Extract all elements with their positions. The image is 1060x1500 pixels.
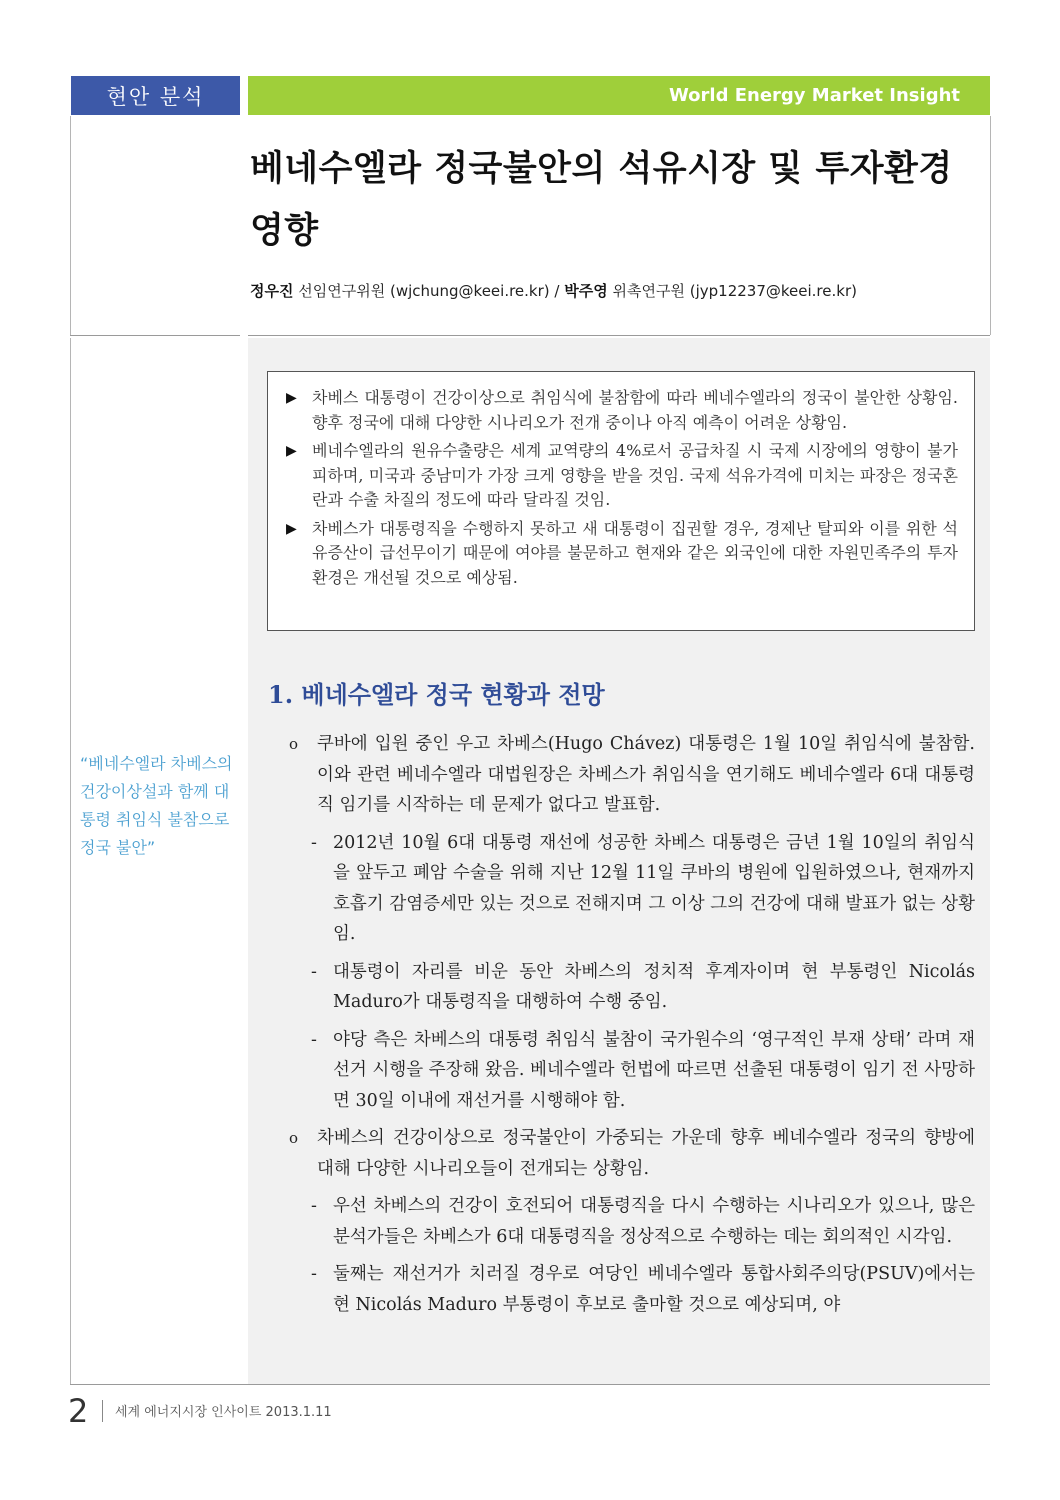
dash-bullet-icon: - [311, 832, 317, 853]
bullet-text: 쿠바에 입원 중인 우고 차베스(Hugo Chávez) 대통령은 1월 10일 취임식에 불참함. 이와 관련 베네수엘라 대법원장은 차베스가 취임식을 연기해도 베네수엘라 6대 대통령직 임기를 시작하는 데 문제가 없다고 발표함. [317, 734, 975, 815]
triangle-right-icon: ▶ [286, 520, 297, 537]
dash-bullet-icon: - [311, 1029, 317, 1050]
dash-bullet-icon: - [311, 961, 317, 982]
section-tab: 현안 분석 [71, 76, 240, 115]
dash-bullet-icon: - [311, 1264, 317, 1284]
summary-item [286, 439, 958, 513]
summary-item [286, 386, 958, 435]
bullet-paragraph [287, 1123, 975, 1184]
author1-name: 정우진 [250, 282, 294, 300]
sub-paragraph [287, 1191, 975, 1252]
footer-divider [102, 1400, 103, 1422]
left-column-divider-top [70, 116, 71, 335]
footer-publication: 세계 에너지시장 인사이트 2013.1.11 [115, 1405, 332, 1420]
author2-role: 위촉연구원 (jyp12237@keei.re.kr) [612, 282, 857, 300]
title-block-bottom-rule-right [248, 335, 990, 336]
section-heading: 1. 베네수엘라 정국 현황과 전망 [268, 680, 605, 709]
sub-text: 2012년 10월 6대 대통령 재선에 성공한 차베스 대통령은 금년 1월 10일의 취임식을 앞두고 폐암 수술을 위해 지난 12월 11일 쿠바의 병원에 입원하였으나, 현재까지 호흡기 감염증세만 있는 것으로 전해지며 그 이상 그의 건강에 대해 발표가 없는 상황임. [333, 832, 975, 944]
page-number: 2 [68, 1392, 89, 1430]
circle-bullet-icon: o [289, 735, 299, 753]
summary-text: 차베스 대통령이 건강이상으로 취임식에 불참함에 따라 베네수엘라의 정국이 불안한 상황임. 향후 정국에 대해 다양한 시나리오가 전개 중이나 아직 예측이 어려운 상황임. [312, 388, 958, 432]
summary-text: 베네수엘라의 원유수출량은 세계 교역량의 4%로서 공급차질 시 국제 시장에의 영향이 불가피하며, 미국과 중남미가 가장 크게 영향을 받을 것임. 국제 석유가격에 미치는 파장은 정국혼란과 수출 차질의 정도에 따라 달라질 것임. [312, 441, 958, 509]
title-block-bottom-rule [70, 335, 240, 336]
triangle-right-icon: ▶ [286, 443, 297, 459]
triangle-right-icon: ▶ [286, 390, 297, 406]
bullet-paragraph [287, 729, 975, 821]
journal-name-bar: World Energy Market Insight [248, 76, 990, 115]
article-body [287, 729, 975, 1327]
bullet-text: 차베스의 건강이상으로 정국불안이 가중되는 가운데 향후 베네수엘라 정국의 향방에 대해 다양한 시나리오들이 전개되는 상황임. [317, 1128, 975, 1179]
sub-text: 대통령이 자리를 비운 동안 차베스의 정치적 후계자이며 현 부통령인 Nicolás Maduro가 대통령직을 대행하여 수행 중임. [333, 961, 975, 1012]
summary-text: 차베스가 대통령직을 수행하지 못하고 새 대통령이 집권할 경우, 경제난 탈피와 이를 위한 석유증산이 급선무이기 때문에 여야를 불문하고 현재와 같은 외국인에 대한 자원민족주의 투자환경은 개선될 것으로 예상됨. [312, 518, 958, 587]
summary-item [286, 517, 958, 591]
sub-paragraph [287, 1259, 975, 1320]
author2-name: 박주영 [564, 282, 608, 300]
sub-text: 우선 차베스의 건강이 호전되어 대통령직을 다시 수행하는 시나리오가 있으나, 많은 분석가들은 차베스가 6대 대통령직을 정상적으로 수행하는 데는 회의적인 시각임. [333, 1196, 975, 1247]
left-column-divider-bottom [70, 338, 71, 1384]
author-line [250, 280, 990, 301]
sub-paragraph [287, 957, 975, 1018]
pull-quote: “베네수엘라 차베스의 건강이상설과 함께 대통령 취임식 불참으로 정국 불안” [80, 754, 233, 857]
summary-box [267, 371, 975, 631]
page-bottom-rule [70, 1384, 990, 1385]
sub-text: 야당 측은 차베스의 대통령 취임식 불참이 국가원수의 ‘영구적인 부재 상태’ 라며 재선거 시행을 주장해 왔음. 베네수엘라 헌법에 따르면 선출된 대통령이 임기 전 사망하면 30일 이내에 재선거를 시행해야 함. [333, 1029, 975, 1111]
sub-text: 둘째는 재선거가 치러질 경우로 여당인 베네수엘라 통합사회주의당(PSUV)에서는 현 Nicolás Maduro 부통령이 후보로 출마할 것으로 예상되며, 야 [333, 1264, 975, 1315]
sub-paragraph [287, 1025, 975, 1117]
article-title: 베네수엘라 정국불안의 석유시장 및 투자환경 영향 [250, 149, 953, 251]
author1-role: 선임연구위원 (wjchung@keei.re.kr) [298, 282, 550, 300]
author-separator: / [554, 282, 560, 300]
circle-bullet-icon: o [289, 1129, 299, 1147]
sub-paragraph [287, 828, 975, 950]
dash-bullet-icon: - [311, 1196, 317, 1216]
